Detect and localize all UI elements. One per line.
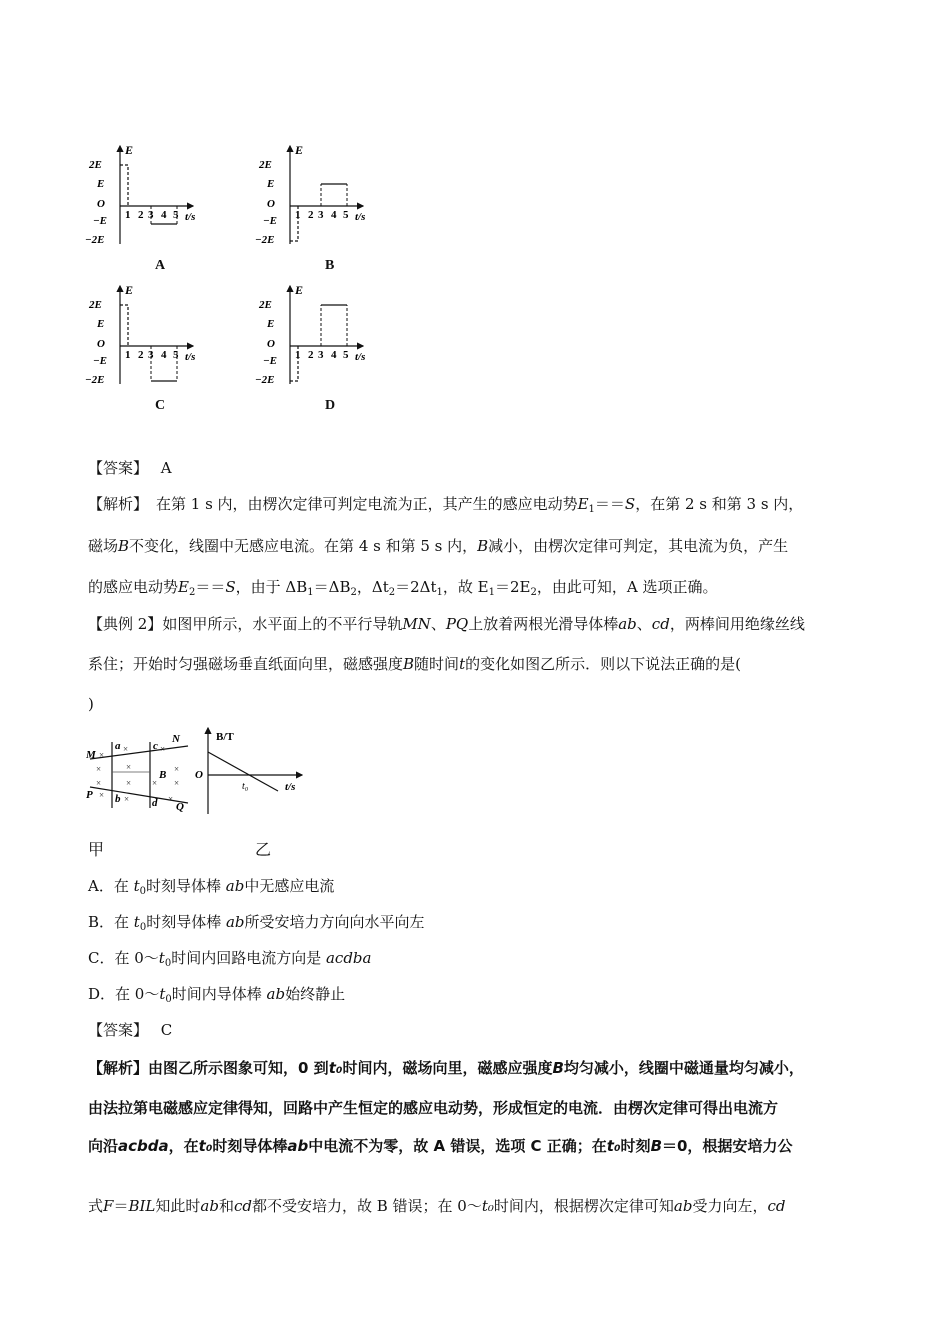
axis-t-label: t/s xyxy=(285,781,296,793)
label-q: Q xyxy=(176,801,184,813)
caption-a: A xyxy=(155,258,166,273)
x-tick-4: 4 xyxy=(161,349,167,361)
svg-text:×: × xyxy=(96,778,102,788)
label-a: a xyxy=(115,740,121,752)
y-label-2e: 2E xyxy=(89,159,102,171)
svg-text:×: × xyxy=(126,762,132,772)
x-tick-2: 2 xyxy=(308,209,314,221)
y-label-neg-2e: −2E xyxy=(85,374,105,386)
y-label-2e: 2E xyxy=(259,299,272,311)
axis-t-label: t/s xyxy=(355,351,365,363)
caption-d: D xyxy=(325,398,336,413)
figure-jia xyxy=(86,732,206,818)
y-label-e: E xyxy=(267,318,275,330)
y-label-e: E xyxy=(97,178,105,190)
example-2-line-2: 系住；开始时匀强磁场垂直纸面向里，磁感强度B随时间t的变化如图乙所示．则以下说法正确的是( xyxy=(88,655,741,673)
x-tick-4: 4 xyxy=(161,209,167,221)
graph-b-svg xyxy=(255,142,365,252)
option-d: D．在 $0\sim t_0$时间内导体棒 ab始终静止 xyxy=(88,985,346,1005)
svg-text:×: × xyxy=(160,744,166,754)
option-b: B．在 $t_0$时刻导体棒 ab所受安培力方向向水平向左 xyxy=(88,913,425,933)
option-a: A．在 $t_0$时刻导体棒 ab中无感应电流 xyxy=(88,877,335,897)
axis-e-label: E xyxy=(295,143,304,157)
svg-text:×: × xyxy=(174,764,180,774)
label-b: b xyxy=(115,793,121,805)
x-tick-5: 5 xyxy=(343,209,349,221)
svg-text:×: × xyxy=(126,778,132,788)
label-c: c xyxy=(153,740,158,752)
y-label-neg-2e: −2E xyxy=(255,374,275,386)
label-d: d xyxy=(152,797,158,809)
answer-2-label: 【答案】 xyxy=(88,1021,149,1039)
x-tick-1: 1 xyxy=(125,209,131,221)
label-n: N xyxy=(172,733,180,745)
analysis-2-line-3: 向沿acbda，在t₀时刻导体棒ab中电流不为零，故 A 错误，选项 C 正确；在t₀时刻B＝0，根据安培力公 xyxy=(88,1137,793,1155)
y-label-2e: 2E xyxy=(89,299,102,311)
axis-t-label: t/s xyxy=(185,211,195,223)
x-tick-5: 5 xyxy=(343,349,349,361)
example-2-label: 【典例 2】 xyxy=(88,615,163,633)
x-tick-1: 1 xyxy=(125,349,131,361)
answer-1-label: 【答案】 xyxy=(88,459,149,477)
answer-1-value: A xyxy=(160,459,172,477)
graph-d-svg xyxy=(255,282,365,392)
graph-d xyxy=(255,282,365,396)
x-tick-3: 3 xyxy=(148,209,154,221)
origin-label: O xyxy=(195,769,203,781)
rail-pq xyxy=(90,787,188,803)
caption-yi: 乙 xyxy=(255,840,272,859)
graph-a-svg xyxy=(85,142,195,252)
rail-mn xyxy=(90,746,188,759)
y-label-o: O xyxy=(267,198,275,210)
x-tick-4: 4 xyxy=(331,209,337,221)
figure-jia-svg xyxy=(86,732,206,814)
caption-jia: 甲 xyxy=(88,840,105,859)
example-2-line-3: ) xyxy=(88,695,94,713)
axis-e-label: E xyxy=(295,283,304,297)
label-b-field: B xyxy=(159,769,167,781)
analysis-2-line-4: 式F＝BIL知此时ab和cd都不受安培力，故 B 错误；在 0～t₀时间内，根据楞次定律可知ab受力向左，cd xyxy=(88,1197,786,1215)
answer-1 xyxy=(88,458,172,478)
y-label-neg-e: −E xyxy=(263,215,278,227)
y-label-neg-e: −E xyxy=(93,355,108,367)
x-tick-2: 2 xyxy=(308,349,314,361)
y-label-neg-2e: −2E xyxy=(85,234,105,246)
y-label-e: E xyxy=(267,178,275,190)
analysis-2-line-1: 【解析】由图乙所示图象可知，0 到t₀时间内，磁场向里，磁感应强度B均匀减小，线圈中磁通量均匀减小， xyxy=(88,1059,804,1077)
analysis-1-label: 【解析】 xyxy=(88,495,149,513)
label-p: P xyxy=(86,789,93,801)
svg-text:×: × xyxy=(99,790,105,800)
x-tick-3: 3 xyxy=(318,209,324,221)
x-tick-1: 1 xyxy=(295,209,301,221)
graph-c-svg xyxy=(85,282,195,392)
analysis-2-label: 【解析】 xyxy=(88,1059,149,1077)
analysis-1-line-1: 【解析】 在第 1 s 内，由楞次定律可判定电流为正，其产生的感应电动势$E_1==S$，在第 2 s 和第 3 s 内， xyxy=(88,495,804,515)
y-label-neg-2e: −2E xyxy=(255,234,275,246)
axis-e-label: E xyxy=(125,143,134,157)
t0-label: t₀ xyxy=(242,781,249,792)
graph-a xyxy=(85,142,195,256)
svg-text:×: × xyxy=(174,778,180,788)
analysis-1-line-2: 磁场B不变化，线圈中无感应电流。在第 4 s 和第 5 s 内，B减小，由楞次定律可判定，其电流为负，产生 xyxy=(88,537,789,555)
label-m: M xyxy=(86,749,96,761)
x-tick-4: 4 xyxy=(331,349,337,361)
svg-text:×: × xyxy=(123,744,129,754)
axis-e-label: E xyxy=(125,283,134,297)
analysis-2-line-2: 由法拉第电磁感应定律得知，回路中产生恒定的感应电动势，形成恒定的电流．由楞次定律可得出电流方 xyxy=(88,1099,779,1117)
option-c: C．在 $0\sim t_0$时间内回路电流方向是 acdba xyxy=(88,949,372,969)
axis-t-label: t/s xyxy=(355,211,365,223)
y-label-e: E xyxy=(97,318,105,330)
axis-t-label: t/s xyxy=(185,351,195,363)
svg-text:×: × xyxy=(168,794,174,804)
y-label-o: O xyxy=(267,338,275,350)
y-label-neg-e: −E xyxy=(93,215,108,227)
x-tick-1: 1 xyxy=(295,349,301,361)
y-label-neg-e: −E xyxy=(263,355,278,367)
y-label-o: O xyxy=(97,198,105,210)
caption-c: C xyxy=(155,398,166,413)
answer-2-value: C xyxy=(160,1021,173,1039)
x-tick-2: 2 xyxy=(138,209,144,221)
figure-yi xyxy=(190,722,310,821)
svg-text:×: × xyxy=(152,778,158,788)
x-tick-5: 5 xyxy=(173,209,179,221)
x-tick-3: 3 xyxy=(148,349,154,361)
analysis-1-line-3: 的感应电动势$E_2==S$，由于 $\Delta B_1=\Delta B_2$，$\Delta t_2=2\Delta t_1$，故 $E_1=2E_2$，由此可知，A 选项正确。 xyxy=(88,578,718,598)
y-label-2e: 2E xyxy=(259,159,272,171)
svg-text:×: × xyxy=(124,794,130,804)
graph-b xyxy=(255,142,365,256)
x-tick-2: 2 xyxy=(138,349,144,361)
caption-b: B xyxy=(325,258,335,273)
svg-text:×: × xyxy=(99,750,105,760)
x-tick-3: 3 xyxy=(318,349,324,361)
axis-b-label: B/T xyxy=(216,731,234,743)
figure-yi-svg xyxy=(190,722,310,817)
graph-c xyxy=(85,282,195,396)
svg-text:×: × xyxy=(96,764,102,774)
answer-2 xyxy=(88,1020,172,1040)
y-label-o: O xyxy=(97,338,105,350)
example-2-line-1: 【典例 2】如图甲所示，水平面上的不平行导轨MN、PQ上放着两根光滑导体棒ab、cd，两棒间用绝缘丝线 xyxy=(88,615,805,633)
x-tick-5: 5 xyxy=(173,349,179,361)
